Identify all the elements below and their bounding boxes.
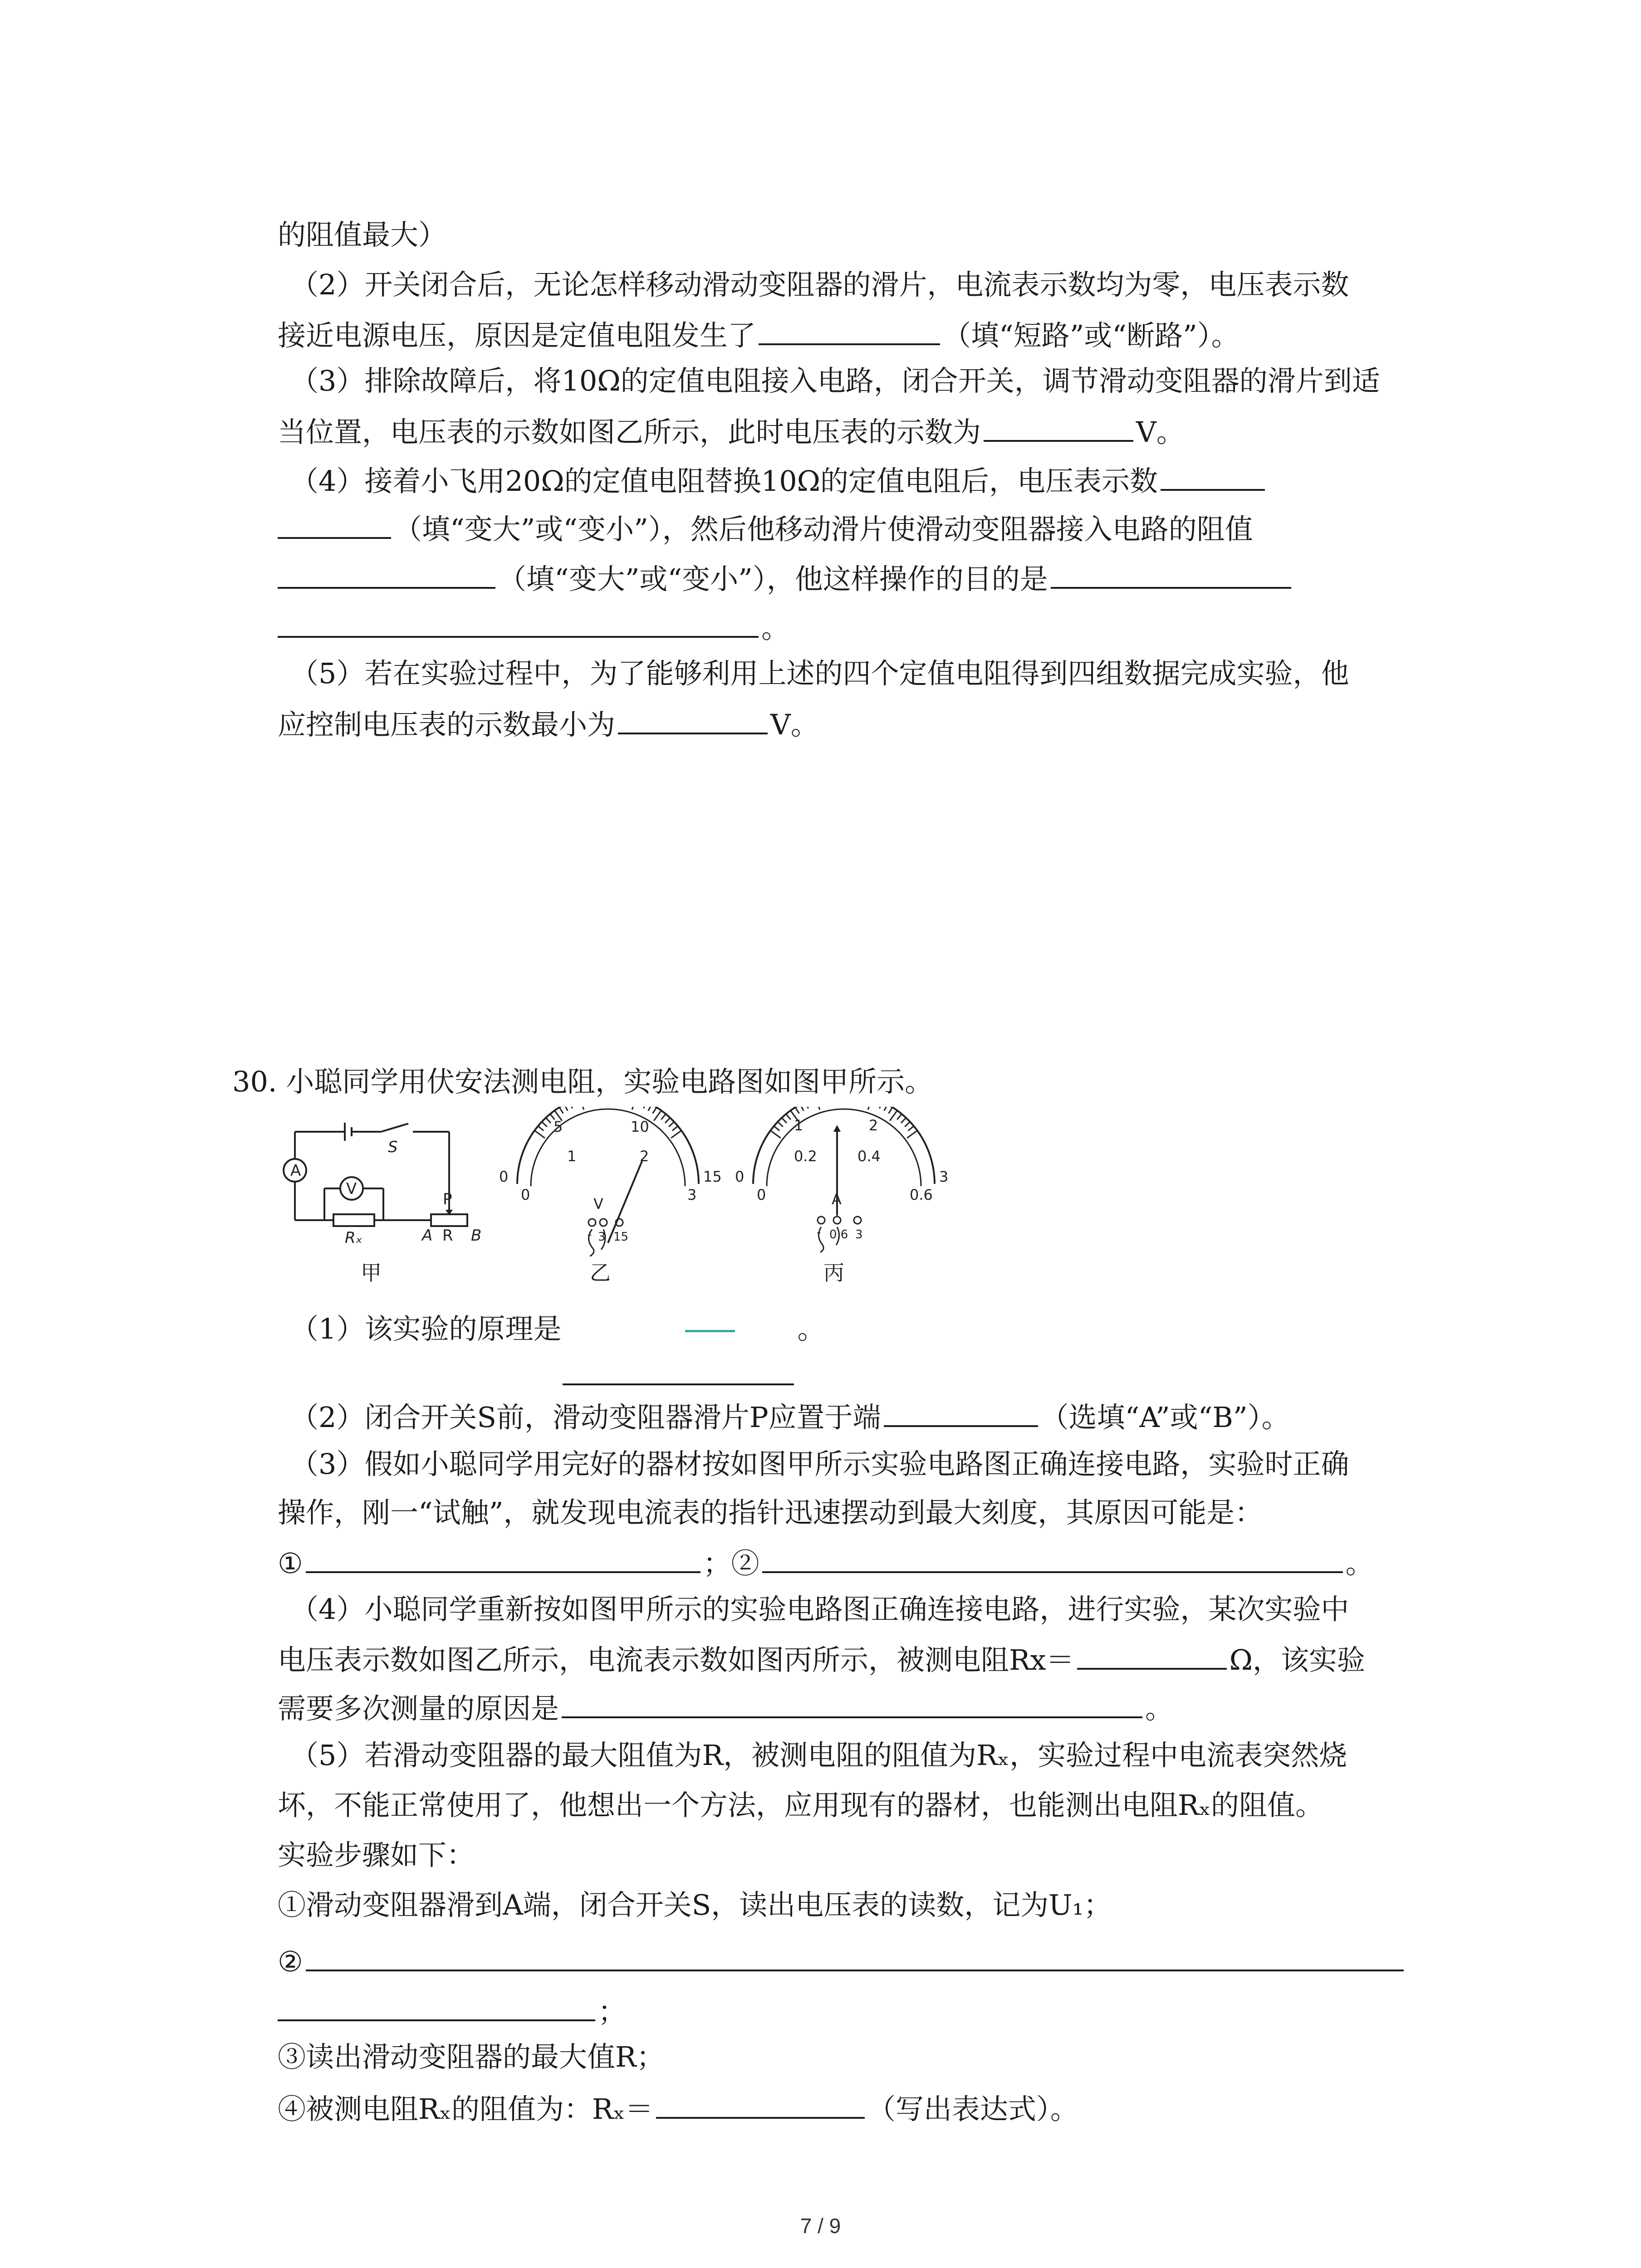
q30-part-1b: 。 — [797, 1312, 826, 1345]
q29-line-3b: （填“短路”或“断路”）。 — [943, 319, 1239, 352]
a-bot-04: 0.4 — [857, 1148, 881, 1165]
q29-line-7a: （填“变大”或“变小”），然后他移动滑片使滑动变阻器接入电路的阻值 — [394, 513, 1253, 546]
answer-blank[interactable] — [759, 315, 940, 345]
q30-part-4c2: 。 — [1145, 1692, 1174, 1725]
dial-tick — [782, 1118, 787, 1123]
dial-tick — [889, 1107, 893, 1114]
circuit-diagram — [277, 1114, 495, 1250]
dial-tick — [795, 1107, 799, 1114]
v-bot-2: 2 — [640, 1148, 649, 1165]
q30-step-4 — [278, 2089, 1078, 2127]
q29-line-9a: 。 — [761, 611, 790, 645]
answer-blank[interactable] — [762, 1543, 1343, 1573]
q30-part-1 — [290, 1311, 825, 1347]
label-Rx: Rₓ — [345, 1229, 362, 1247]
q30-part-5b: 坏，不能正常使用了，他想出一个方法，应用现有的器材，也能测出电阻Rₓ的阻值。 — [278, 1789, 1323, 1822]
dial-tick — [672, 1126, 678, 1131]
q30-part-5a: （5）若滑动变阻器的最大阻值为R，被测电阻的阻值为Rₓ，实验过程中电流表突然烧 — [290, 1739, 1347, 1772]
dial-tick — [805, 1107, 808, 1109]
q29-line-6a: （4）接着小飞用20Ω的定值电阻替换10Ω的定值电阻后，电压表示数 — [290, 464, 1158, 498]
label-voltmeter: V — [346, 1180, 357, 1198]
answer-blank[interactable] — [1077, 1640, 1227, 1670]
q29-line-11 — [278, 704, 819, 743]
dial-tick — [559, 1107, 563, 1114]
q30-step-3: ③读出滑动变阻器的最大值R； — [278, 2040, 665, 2073]
v-top-5: 5 — [554, 1118, 563, 1135]
q29-line-7 — [278, 509, 1253, 547]
ammeter-dial — [726, 1107, 962, 1256]
q29-line-8 — [278, 559, 1294, 597]
dial-tick — [534, 1130, 545, 1138]
v-unit: V — [593, 1195, 603, 1212]
ammeter-needle-tip — [833, 1125, 841, 1132]
label-ammeter: A — [290, 1162, 301, 1180]
dial-tick — [800, 1107, 804, 1111]
q30-part-3b: 操作，刚一“试触”，就发现电流表的指针迅速摆动到最大刻度，其原因可能是： — [278, 1496, 1263, 1529]
q29-line-4: （3）排除故障后，将10Ω的定值电阻接入电路，闭合开关，调节滑动变阻器的滑片到适 — [290, 364, 1380, 397]
v-top-10: 10 — [631, 1118, 649, 1135]
a-top-0: 0 — [735, 1168, 745, 1185]
q29-line-5a: 当位置，电压表的示数如图乙所示，此时电压表的示数为 — [278, 415, 981, 449]
q30-title: 30. 小聪同学用伏安法测电阻，实验电路图如图甲所示。 — [232, 1065, 933, 1098]
q30-part-4b — [278, 1640, 1365, 1678]
dial-tick — [546, 1118, 551, 1123]
q30-part-4b2: Ω，该实验 — [1229, 1643, 1366, 1677]
label-end-B: B — [471, 1227, 482, 1245]
dial-tick — [661, 1114, 666, 1119]
answer-blank[interactable] — [1051, 559, 1291, 589]
dial-tick — [868, 1107, 872, 1110]
q30-part-3a: （3）假如小聪同学用完好的器材按如图甲所示实验电路图正确连接电路，实验时正确 — [290, 1447, 1349, 1481]
a-unit: A — [832, 1191, 842, 1208]
dial-tick — [890, 1110, 897, 1121]
q30-part-2 — [290, 1397, 1290, 1436]
dial-tick — [907, 1130, 917, 1138]
a-top-2: 2 — [869, 1117, 878, 1134]
a-term-neg: - — [817, 1226, 821, 1239]
q29-line-1: 的阻值最大） — [278, 218, 447, 251]
dial-tick — [564, 1107, 568, 1111]
q30-part-3c1: ① — [278, 1547, 303, 1580]
page-number: 7 / 9 — [800, 2214, 841, 2238]
a-top-3: 3 — [939, 1168, 949, 1185]
dial-tick — [879, 1107, 882, 1109]
v-term-3: 3 — [598, 1230, 606, 1244]
a-term-06: 0.6 — [829, 1228, 848, 1242]
q30-step-4b: （写出表达式）。 — [867, 2092, 1078, 2126]
q29-line-3 — [278, 315, 1239, 354]
label-S: S — [388, 1138, 398, 1156]
a-top-1: 1 — [794, 1117, 803, 1134]
a-bot-06: 0.6 — [910, 1186, 933, 1203]
q30-step-2 — [278, 1941, 1406, 1980]
answer-blank[interactable] — [618, 704, 768, 734]
q30-step-1: ①滑动变阻器滑到A端，闭合开关S，读出电压表的读数，记为U₁； — [278, 1888, 1112, 1921]
v-bot-1: 1 — [567, 1148, 577, 1165]
dial-tick — [542, 1122, 547, 1127]
q29-line-9 — [278, 608, 789, 646]
answer-blank[interactable] — [656, 2089, 865, 2119]
v-bot-3: 3 — [687, 1186, 697, 1203]
dial-tick — [569, 1107, 573, 1109]
a-bot-0: 0 — [757, 1186, 766, 1203]
q29-line-2: （2）开关闭合后，无论怎样移动滑动变阻器的滑片，电流表示数均为零，电压表示数 — [290, 268, 1349, 301]
dial-tick — [905, 1122, 910, 1127]
dial-tick — [654, 1110, 661, 1121]
q29-line-8a: （填“变大”或“变小”），他这样操作的目的是 — [498, 562, 1048, 596]
voltmeter-dial — [490, 1107, 726, 1256]
q30-part-4c1: 需要多次测量的原因是 — [278, 1692, 559, 1725]
q29-line-6 — [290, 461, 1268, 499]
dial-tick — [669, 1122, 674, 1127]
q29-line-3a: 接近电源电压，原因是定值电阻发生了 — [278, 319, 756, 352]
answer-blank[interactable] — [984, 412, 1133, 442]
dial-tick — [648, 1107, 652, 1111]
dial-tick — [897, 1114, 901, 1119]
figure-label-yi: 乙 — [590, 1261, 611, 1285]
label-R: R — [442, 1227, 453, 1245]
q30-part-4a: （4）小聪同学重新按如图甲所示的实验电路图正确连接电路，进行实验，某次实验中 — [290, 1593, 1349, 1626]
answer-blank[interactable] — [884, 1397, 1038, 1427]
q29-line-5 — [278, 412, 1185, 450]
q29-line-11b: V。 — [770, 708, 819, 741]
q30-part-3c — [278, 1543, 1374, 1582]
dial-tick — [538, 1126, 544, 1131]
v-bot-0: 0 — [521, 1186, 530, 1203]
dial-tick — [901, 1118, 906, 1123]
answer-blank[interactable] — [563, 1383, 794, 1385]
answer-blank[interactable] — [278, 608, 759, 638]
dial-tick — [884, 1107, 888, 1111]
v-top-15: 15 — [703, 1168, 722, 1185]
dial-tick — [774, 1126, 779, 1131]
q30-part-1a: （1）该实验的原理是 — [290, 1312, 562, 1345]
answer-blank[interactable] — [278, 509, 391, 539]
formula-placeholder — [685, 1330, 735, 1332]
dial-tick — [770, 1130, 781, 1138]
label-P: P — [443, 1190, 452, 1208]
a-term-3: 3 — [855, 1228, 863, 1242]
q30-step-2-end: ； — [598, 1995, 627, 2028]
answer-blank[interactable] — [278, 559, 495, 589]
q30-part-2b: （选填“A”或“B”）。 — [1040, 1401, 1290, 1434]
figure-label-jia: 甲 — [361, 1261, 382, 1285]
label-end-A: A — [422, 1227, 433, 1245]
q30-step-4a: ④被测电阻Rₓ的阻值为：Rₓ＝ — [278, 2092, 653, 2126]
dial-tick — [908, 1126, 914, 1131]
q30-part-2a: （2）闭合开关S前，滑动变阻器滑片P应置于端 — [290, 1401, 881, 1434]
dial-tick — [786, 1114, 791, 1119]
answer-blank[interactable] — [1161, 461, 1265, 491]
v-term-neg: - — [588, 1228, 592, 1242]
dial-tick — [671, 1130, 681, 1138]
v-top-0: 0 — [499, 1168, 509, 1185]
dial-tick — [816, 1107, 820, 1110]
dial-tick — [778, 1122, 783, 1127]
q30-step-2-label: ② — [278, 1945, 303, 1978]
q30-part-4c — [278, 1688, 1173, 1727]
dial-tick — [653, 1107, 657, 1114]
dial-tick — [632, 1107, 636, 1110]
answer-blank[interactable] — [306, 1543, 700, 1573]
q30-part-3c2: ；② — [703, 1547, 759, 1580]
q30-part-4b1: 电压表示数如图乙所示，电流表示数如图丙所示，被测电阻Rx＝ — [278, 1643, 1074, 1677]
a-bot-02: 0.2 — [794, 1148, 817, 1165]
answer-blank[interactable] — [278, 1991, 595, 2021]
q30-part-3c3: 。 — [1345, 1547, 1374, 1580]
v-term-15: 15 — [613, 1230, 629, 1244]
dial-tick — [665, 1118, 670, 1123]
dial-tick — [643, 1107, 647, 1109]
figure-label-bing: 丙 — [823, 1261, 844, 1285]
answer-blank[interactable] — [562, 1688, 1142, 1718]
answer-blank[interactable] — [306, 1941, 1404, 1971]
q30-step-2-cont — [278, 1991, 626, 2030]
q29-line-10: （5）若在实验过程中，为了能够利用上述的四个定值电阻得到四组数据完成实验，他 — [290, 657, 1349, 690]
q29-line-5b: V。 — [1136, 415, 1185, 449]
q30-part-5c: 实验步骤如下： — [278, 1838, 475, 1872]
q29-line-11a: 应控制电压表的示数最小为 — [278, 708, 616, 741]
dial-tick — [580, 1107, 584, 1110]
